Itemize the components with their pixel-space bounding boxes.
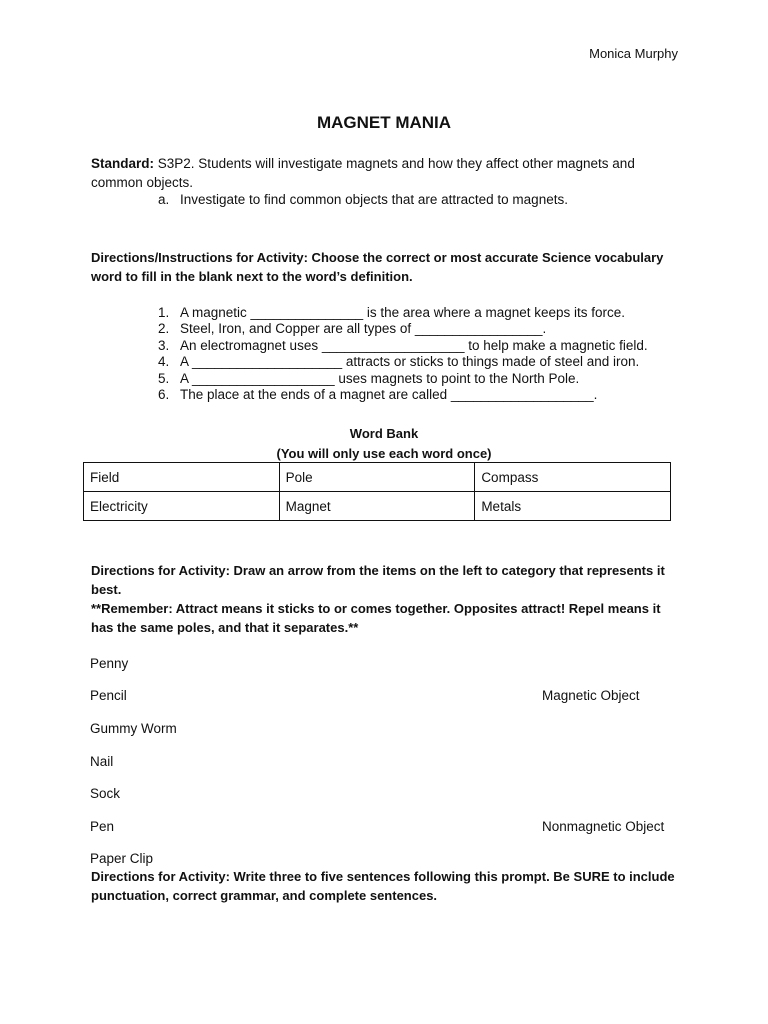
word-bank-row <box>84 463 671 492</box>
word-bank-heading <box>0 424 768 464</box>
item-label: Pen <box>90 819 115 834</box>
question-number: 4. <box>158 354 170 370</box>
question-item <box>158 354 648 370</box>
question-number: 3. <box>158 337 170 353</box>
directions-vocabulary: Directions/Instructions for Activity: Choose the correct or most accurate Science vocabulary word to fill in the blank next to the word’s definition. <box>91 250 664 284</box>
sub-item-text: Investigate to find common objects that are attracted to magnets. <box>180 192 568 207</box>
word-bank-cell: Magnet <box>279 492 475 521</box>
word-bank-cell: Compass <box>475 463 671 492</box>
directions-arrows-text: Directions for Activity: Draw an arrow from the items on the left to category that represents it best. <box>91 563 665 597</box>
word-bank-row <box>84 492 671 521</box>
question-item <box>158 338 648 354</box>
page-title: MAGNET MANIA <box>316 113 452 132</box>
question-text: The place at the ends of a magnet are called ___________________. <box>180 387 598 403</box>
question-item <box>158 387 648 403</box>
item-label: Penny <box>90 656 129 671</box>
directions-writing: Directions for Activity: Write three to five sentences following this prompt. Be SURE to include punctuation, correct grammar, and complete sentences. <box>91 869 675 903</box>
question-list <box>158 305 648 403</box>
question-text: A ___________________ uses magnets to point to the North Pole. <box>180 370 580 386</box>
standard-sub-item <box>158 192 568 207</box>
word-bank-cell: Pole <box>279 463 475 492</box>
question-item <box>158 305 648 321</box>
sub-item-letter: a. <box>158 192 170 207</box>
item-label: Gummy Worm <box>90 721 177 736</box>
item-label: Nail <box>90 754 114 769</box>
standard-text: S3P2. Students will investigate magnets and how they affect other magnets and common objects. <box>91 156 635 190</box>
word-bank-cell: Field <box>84 463 280 492</box>
category-nonmagnetic: Nonmagnetic Object <box>542 819 665 834</box>
question-item <box>158 321 648 337</box>
question-item <box>158 371 648 387</box>
question-number: 1. <box>158 305 170 320</box>
word-bank-cell: Metals <box>475 492 671 521</box>
item-label: Paper Clip <box>90 851 154 866</box>
question-text: Steel, Iron, and Copper are all types of _________________. <box>180 321 547 337</box>
author-name: Monica Murphy <box>589 46 678 61</box>
question-text: An electromagnet uses ___________________ to help make a magnetic field. <box>180 337 648 353</box>
question-number: 5. <box>158 370 170 386</box>
directions-arrows <box>91 561 681 637</box>
question-text: A magnetic _______________ is the area where a magnet keeps its force. <box>180 305 626 320</box>
word-bank-cell: Electricity <box>84 492 280 521</box>
word-bank-table <box>83 462 671 521</box>
category-magnetic: Magnetic Object <box>542 688 640 703</box>
standard-paragraph <box>91 154 671 192</box>
question-number: 6. <box>158 387 170 403</box>
question-text: A ____________________ attracts or sticks to things made of steel and iron. <box>180 354 640 370</box>
remember-note: **Remember: Attract means it sticks to or comes together. Opposites attract! Repel means it has the same poles, and that it separates.** <box>91 601 661 635</box>
item-label: Pencil <box>90 688 127 703</box>
standard-label: Standard: <box>91 156 155 171</box>
word-bank-subtitle: (You will only use each word once) <box>276 446 492 461</box>
question-number: 2. <box>158 321 170 337</box>
word-bank-title: Word Bank <box>349 426 419 441</box>
item-label: Sock <box>90 786 121 801</box>
